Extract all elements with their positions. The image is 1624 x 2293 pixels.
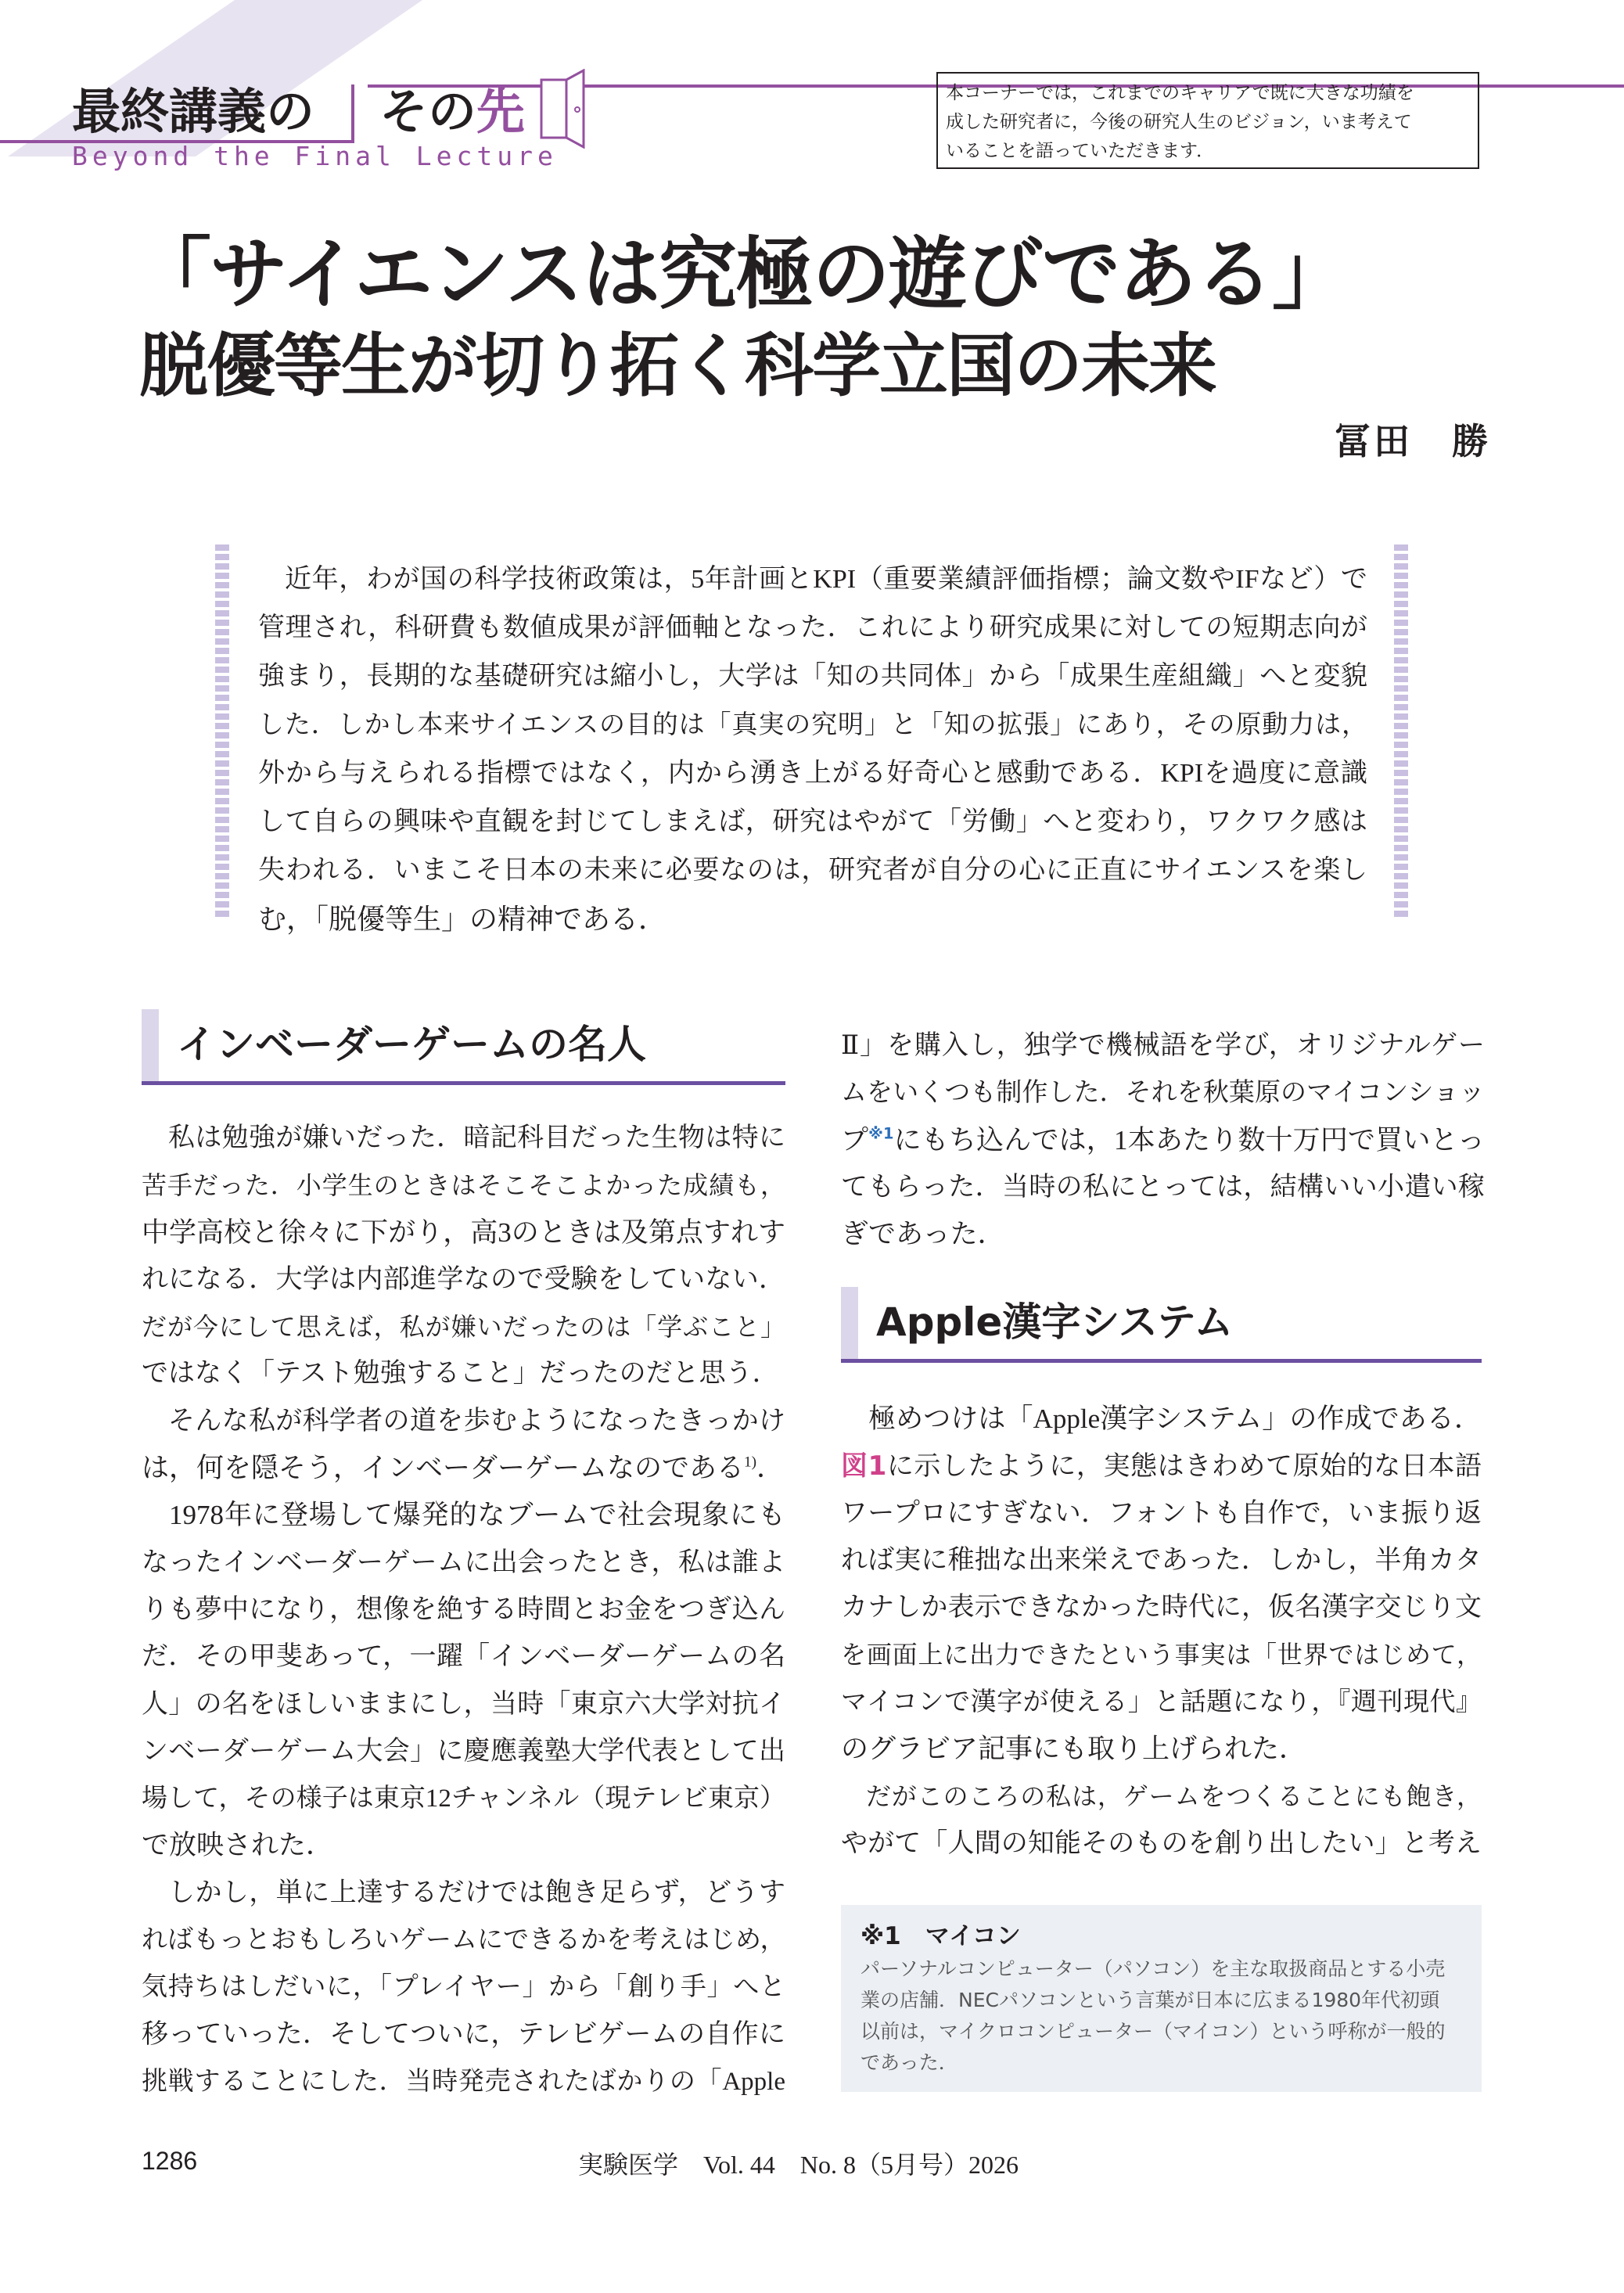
- body-line-text: ムをいくつも制作した．それを秋葉原のマイコンショッ: [841, 1079, 1485, 1108]
- body-line-text: 気持ちはしだいに，「プレイヤー」から「創り手」へと: [142, 1973, 785, 2002]
- body-line: [142, 1964, 785, 2011]
- body-line: [841, 1443, 1482, 1490]
- body-line: [841, 1023, 1485, 1069]
- body-line: [841, 1584, 1482, 1631]
- heading-accent-bar: [841, 1287, 858, 1359]
- body-line-text: 強まり，長期的な基礎研究は縮小し，大学は「知の共同体」から「成果生産組織」へと変貌: [258, 662, 1367, 691]
- body-line: [841, 1631, 1482, 1678]
- article-subtitle: 脱優等生が切り拓く科学立国の未来: [139, 325, 1216, 406]
- body-line: [258, 846, 1367, 895]
- body-line-text: 外から与えられる指標ではなく，内から湧き上がる好奇心と感動である．KPIを過度に意識: [258, 759, 1367, 788]
- right-column-body-bottom: [841, 1396, 1482, 1867]
- body-line: [142, 1398, 785, 1445]
- body-line: [142, 1162, 785, 1209]
- body-line: [841, 1396, 1482, 1443]
- footnote-reference-link[interactable]: ※1: [868, 1124, 894, 1143]
- body-line: [142, 1917, 785, 1964]
- citation-superscript[interactable]: 1): [744, 1454, 757, 1471]
- body-line-text: のグラビア記事にも取り上げられた．: [841, 1734, 1307, 1765]
- body-line: [841, 1679, 1482, 1726]
- body-line-text: だ．その甲斐あって，一躍「インベーダーゲームの名: [142, 1642, 785, 1672]
- figure-reference-link[interactable]: 図1: [841, 1450, 887, 1483]
- series-description-line: いることを語っていただきます．: [946, 141, 1215, 160]
- body-line-text: マイコンで漢字が使える」と話題になり，『週刊現代』: [841, 1687, 1482, 1716]
- body-line-text: 近年，わが国の科学技術政策は，5年計画とKPI（重要業績評価指標；論文数やIFなど）で: [285, 565, 1367, 594]
- section-heading-text: Apple漢字システム: [876, 1299, 1234, 1345]
- body-line-text: に示したように，実態はきわめて原始的な日本語: [886, 1452, 1482, 1482]
- abstract-border-right: [1394, 544, 1408, 920]
- body-line: [841, 1490, 1482, 1537]
- body-line-text: を画面上に出力できたという事実は「世界ではじめて，: [841, 1641, 1482, 1669]
- page-number: 1286: [142, 2147, 198, 2175]
- body-line-text: 人」の名をほしいままにし，当時「東京六大学対抗イ: [142, 1689, 785, 1719]
- body-line: [258, 652, 1367, 701]
- body-line-text: 中学高校と徐々に下がり，高3のときは及第点すれす: [142, 1217, 785, 1248]
- body-line-text: だが今にして思えば，私が嫌いだったのは「学ぶこと」: [142, 1313, 785, 1342]
- body-line: [142, 1303, 785, 1350]
- body-line: [142, 1256, 785, 1303]
- series-title-saki: 先: [476, 83, 526, 140]
- body-line-text: プ: [841, 1124, 869, 1155]
- body-line: [142, 1115, 785, 1162]
- body-line: [142, 1492, 785, 1539]
- body-line: [142, 1775, 785, 1822]
- body-line: [258, 701, 1367, 749]
- footnote-line: パーソナルコンピューター（パソコン）を主な取扱商品とする小売: [861, 1957, 1446, 1980]
- body-line: [841, 1211, 1485, 1258]
- body-line-text: 私は勉強が嫌いだった．暗記科目だった生物は特に: [168, 1123, 785, 1152]
- footnote-box: [841, 1905, 1482, 2092]
- body-line-text: ではなく「テスト勉強すること」だったのだと思う．: [142, 1359, 779, 1389]
- abstract-text: [258, 555, 1367, 943]
- body-line-text: だがこのころの私は，ゲームをつくることにも飽き，: [866, 1782, 1482, 1811]
- body-line-text: にもち込んでは，1本あたり数十万円で買いとっ: [893, 1124, 1485, 1155]
- body-line-text: 失われる．いまこそ日本の未来に必要なのは，研究者が自分の心に正直にサイエンスを楽し: [258, 856, 1367, 885]
- series-title-main: 最終講義の: [72, 83, 315, 140]
- section-heading-apple: [841, 1287, 1482, 1363]
- body-line-text: して自らの興味や直観を封じてしまえば，研究はやがて「労働」へと変わり，ワクワク感は: [258, 807, 1367, 836]
- left-column-body: [142, 1115, 785, 2105]
- abstract-border-left: [215, 544, 229, 920]
- body-line: [142, 1209, 785, 1256]
- body-line: [258, 749, 1367, 798]
- body-line: [142, 1728, 785, 1775]
- body-line: [841, 1069, 1485, 1116]
- body-line-text: そんな私が科学者の道を歩むようになったきっかけ: [168, 1406, 785, 1436]
- body-line: [841, 1820, 1482, 1867]
- body-line: [841, 1726, 1482, 1773]
- body-line-text: 挑戦することにした．当時発売されたばかりの「Apple: [142, 2067, 785, 2096]
- body-line: [258, 555, 1367, 604]
- right-column-body-top: [841, 1023, 1485, 1258]
- body-line-text: 1978年に登場して爆発的なブームで社会現象にも: [169, 1500, 785, 1531]
- body-line: [142, 2058, 785, 2105]
- body-line-text: ぎであった．: [841, 1219, 1005, 1250]
- body-line-text: 場して，その様子は東京12チャンネル（現テレビ東京）: [142, 1784, 785, 1813]
- body-line-text: やがて「人間の知能そのものを創り出したい」と考え: [841, 1828, 1482, 1858]
- footnote-line: 業の店舗．NECパソコンという言葉が日本に広まる1980年代初頭: [861, 1989, 1440, 2011]
- footnote-line: であった．: [861, 2051, 958, 2074]
- body-line: [142, 1540, 785, 1587]
- body-line: [142, 1822, 785, 1869]
- body-line-text: りも夢中になり，想像を絶する時間とお金をつぎ込ん: [142, 1594, 785, 1624]
- section-heading-text: インベーダーゲームの名人: [177, 1022, 646, 1067]
- heading-accent-bar: [142, 1009, 159, 1081]
- body-line-text: てもらった．当時の私にとっては，結構いい小遣い稼: [841, 1172, 1485, 1202]
- journal-citation: 実験医学 Vol. 44 No. 8（5月号）2026: [578, 2151, 1019, 2179]
- footnote-body: [861, 1953, 1462, 2079]
- header-rule-step: [351, 84, 354, 143]
- body-line-text: 苦手だった．小学生のときはそこそこよかった成績も，: [142, 1171, 785, 1200]
- body-line: [258, 604, 1367, 652]
- body-line: [142, 1681, 785, 1728]
- section-heading-invader: [142, 1009, 785, 1085]
- body-line-text: は，何を隠そう，インベーダーゲームなのである: [142, 1453, 745, 1484]
- body-line-text: ．: [756, 1453, 785, 1484]
- series-description-line: 本コーナーでは，これまでのキャリアで既に大きな功績を: [946, 83, 1414, 102]
- body-line-text: 極めつけは「Apple漢字システム」の作成である．: [868, 1403, 1482, 1434]
- article-author: 冨田 勝: [1335, 422, 1491, 462]
- body-line: [142, 1870, 785, 1917]
- body-line: [258, 895, 1367, 943]
- body-line: [841, 1773, 1482, 1820]
- series-title: [72, 83, 315, 140]
- body-line: [142, 1350, 785, 1397]
- body-line: [258, 798, 1367, 846]
- article-title: 「サイエンスは究極の遊びである」: [133, 228, 1349, 320]
- body-line-text: ワープロにすぎない．フォントも自作で，いま振り返: [841, 1498, 1482, 1528]
- body-line-text: で放映された．: [142, 1830, 334, 1861]
- body-line: [841, 1164, 1485, 1211]
- body-line-text: カナしか表示できなかった時代に，仮名漢字交じり文: [841, 1593, 1482, 1623]
- body-line-text: れば実に稚拙な出来栄えであった．しかし，半角カタ: [841, 1545, 1482, 1575]
- body-line-text: なったインベーダーゲームに出会ったとき，私は誰よ: [142, 1547, 785, 1577]
- footnote-title: ※1 マイコン: [861, 1922, 1021, 1950]
- body-line-text: む，「脱優等生」の精神である．: [258, 904, 667, 935]
- door-icon: [540, 69, 587, 149]
- body-line: [841, 1117, 1485, 1164]
- body-line: [142, 1633, 785, 1680]
- body-line-text: Ⅱ」を購入し，独学で機械語を学び，オリジナルゲー: [841, 1031, 1485, 1060]
- footnote-line: 以前は，マイクロコンピューター（マイコン）という呼称が一般的: [861, 2020, 1446, 2043]
- body-line-text: しかし，単に上達するだけでは飽き足らず，どうす: [168, 1878, 785, 1907]
- series-description-box: [936, 72, 1479, 169]
- body-line-text: ンベーダーゲーム大会」に慶應義塾大学代表として出: [142, 1736, 785, 1766]
- body-line-text: ればもっとおもしろいゲームにできるかを考えはじめ，: [142, 1926, 786, 1955]
- series-title-english: Beyond the Final Lecture: [72, 141, 558, 171]
- body-line: [841, 1537, 1482, 1584]
- body-line-text: 移っていった．そしてついに，テレビゲームの自作に: [142, 2019, 785, 2049]
- series-description-line: 成した研究者に，今後の研究人生のビジョン，いま考えて: [946, 112, 1412, 131]
- series-title-sonosaki: [379, 83, 526, 140]
- body-line: [142, 1445, 785, 1492]
- body-line: [142, 1587, 785, 1633]
- abstract-box: [215, 544, 1408, 935]
- body-line-text: した．しかし本来サイエンスの目的は「真実の究明」と「知の拡張」にあり，その原動力は，: [258, 711, 1367, 739]
- body-line-text: れになる．大学は内部進学なので受験をしていない．: [142, 1264, 785, 1294]
- series-title-sono: その: [379, 83, 477, 140]
- body-line-text: 管理され，科研費も数値成果が評価軸となった．これにより研究成果に対しての短期志向が: [258, 613, 1367, 642]
- body-line: [142, 2011, 785, 2058]
